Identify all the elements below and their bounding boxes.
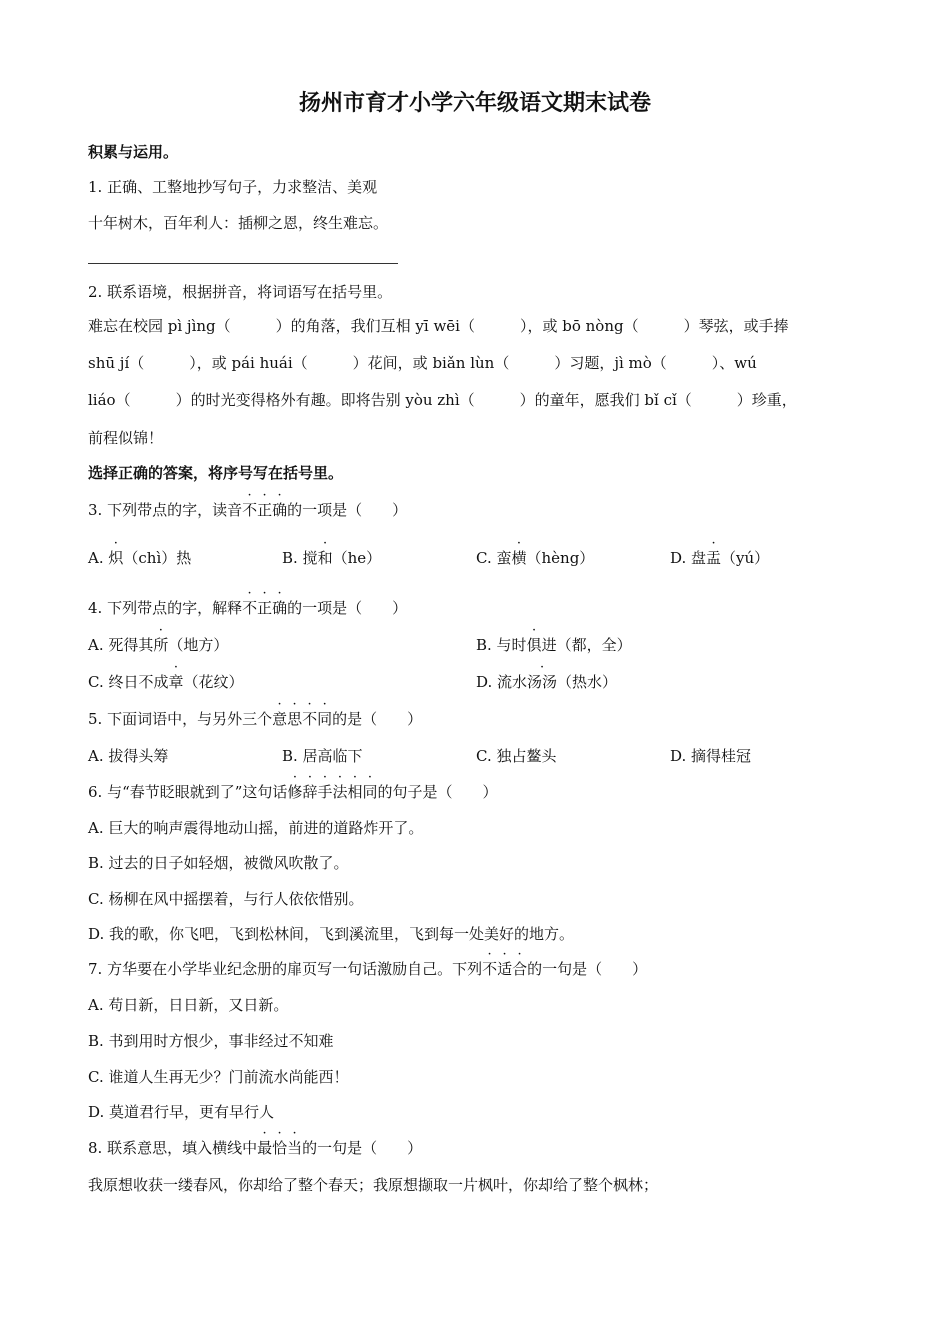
question-5-option-d: D. 摘得桂冠 bbox=[670, 747, 752, 765]
section-heading-accumulation: 积累与运用。 bbox=[88, 143, 179, 161]
question-4-option-b: B. 与时俱进（都，全） bbox=[476, 636, 632, 654]
answer-line bbox=[88, 263, 398, 264]
question-3-option-a: A. 炽（chì）热 bbox=[88, 549, 192, 567]
question-6-option-b: B. 过去的日子如轻烟，被微风吹散了。 bbox=[88, 854, 349, 872]
dotted-char: 所 bbox=[153, 636, 169, 654]
question-7-stem: 7. 方华要在小学毕业纪念册的扉页写一句话激励自己。下列不适合的一句是（ ） bbox=[88, 960, 648, 978]
dotted-char: 不 bbox=[242, 501, 258, 519]
dotted-char: 汤汤 bbox=[527, 673, 558, 691]
dotted-char: 确 bbox=[272, 501, 288, 519]
dotted-char: 章 bbox=[168, 673, 184, 691]
question-5-option-a: A. 拔得头筹 bbox=[88, 747, 169, 765]
dotted-char: 炽 bbox=[108, 549, 124, 567]
question-8-passage: 我原想收获一缕春风，你却给了整个春天；我原想撷取一片枫叶，你却给了整个枫林； bbox=[88, 1176, 659, 1194]
dotted-char: 正 bbox=[257, 599, 273, 617]
dotted-char: 同 bbox=[317, 710, 333, 728]
section-heading-choice: 选择正确的答案，将序号写在括号里。 bbox=[88, 464, 344, 482]
question-7-option-c: C. 谁道人生再无少？门前流水尚能西！ bbox=[88, 1068, 349, 1086]
dotted-char: 法 bbox=[332, 783, 348, 801]
dotted-char: 当 bbox=[287, 1139, 303, 1157]
question-5-option-b: B. 居高临下 bbox=[282, 747, 363, 765]
dotted-char: 不 bbox=[242, 599, 258, 617]
question-6-stem: 6. 与“春节眨眼就到了”这句话修辞手法相同的句子是（ ） bbox=[88, 783, 498, 801]
question-3-option-b: B. 搅和（he） bbox=[282, 549, 382, 567]
dotted-char: 修 bbox=[287, 783, 303, 801]
dotted-char: 盂 bbox=[706, 549, 722, 567]
dotted-char: 辞 bbox=[302, 783, 318, 801]
question-3-option-d: D. 盘盂（yú） bbox=[670, 549, 770, 567]
question-2-passage-line-4: 前程似锦！ bbox=[88, 429, 164, 447]
dotted-char: 手 bbox=[317, 783, 333, 801]
dotted-char: 适 bbox=[497, 960, 513, 978]
dotted-char: 合 bbox=[512, 960, 528, 978]
dotted-char: 横 bbox=[511, 549, 527, 567]
question-2-stem: 2. 联系语境，根据拼音，将词语写在括号里。 bbox=[88, 283, 393, 301]
question-6-option-c: C. 杨柳在风中摇摆着，与行人依依惜别。 bbox=[88, 890, 364, 908]
question-1-stem: 1. 正确、工整地抄写句子，力求整洁、美观 bbox=[88, 178, 378, 196]
dotted-char: 不 bbox=[482, 960, 498, 978]
dotted-char: 不 bbox=[302, 710, 318, 728]
question-4-option-c: C. 终日不成章（花纹） bbox=[88, 673, 244, 691]
question-2-passage-line-3: liáo（ ）的时光变得格外有趣。即将告别 yòu zhì（ ）的童年，愿我们 bǐ cǐ（ ）珍重， bbox=[88, 391, 797, 409]
question-6-option-d: D. 我的歌，你飞吧，飞到松林间，飞到溪流里，飞到每一处美好的地方。 bbox=[88, 925, 575, 943]
question-7-option-b: B. 书到用时方恨少，事非经过不知难 bbox=[88, 1032, 334, 1050]
question-4-stem: 4. 下列带点的字，解释不正确的一项是（ ） bbox=[88, 599, 408, 617]
question-7-option-a: A. 苟日新，日日新，又日新。 bbox=[88, 996, 289, 1014]
question-1-sentence: 十年树木，百年利人：插柳之恩，终生难忘。 bbox=[88, 214, 389, 232]
dotted-char: 同 bbox=[362, 783, 378, 801]
dotted-char: 和 bbox=[317, 549, 333, 567]
question-4-option-a: A. 死得其所（地方） bbox=[88, 636, 229, 654]
dotted-char: 正 bbox=[257, 501, 273, 519]
question-2-passage-line-2: shū jí（ ），或 pái huái（ ）花间，或 biǎn lùn（ ）习题，jì mò（ ）、wú bbox=[88, 354, 757, 372]
dotted-char: 恰 bbox=[272, 1139, 288, 1157]
question-5-stem: 5. 下面词语中，与另外三个意思不同的是（ ） bbox=[88, 710, 423, 728]
question-3-option-c: C. 蛮横（hèng） bbox=[476, 549, 595, 567]
dotted-char: 意 bbox=[272, 710, 288, 728]
dotted-char: 思 bbox=[287, 710, 303, 728]
question-6-option-a: A. 巨大的响声震得地动山摇，前进的道路炸开了。 bbox=[88, 819, 424, 837]
dotted-char: 俱 bbox=[526, 636, 542, 654]
question-3-stem: 3. 下列带点的字，读音不正确的一项是（ ） bbox=[88, 501, 408, 519]
dotted-char: 确 bbox=[272, 599, 288, 617]
page-title: 扬州市育才小学六年级语文期末试卷 bbox=[298, 91, 651, 116]
question-7-option-d: D. 莫道君行早，更有早行人 bbox=[88, 1103, 275, 1121]
question-4-option-d: D. 流水汤汤（热水） bbox=[476, 673, 618, 691]
question-5-option-c: C. 独占鳌头 bbox=[476, 747, 557, 765]
dotted-char: 最 bbox=[257, 1139, 273, 1157]
question-2-passage-line-1: 难忘在校园 pì jìng（ ）的角落，我们互相 yī wēi（ ），或 bō nòng（ ）琴弦，或手捧 bbox=[88, 317, 789, 335]
dotted-char: 相 bbox=[347, 783, 363, 801]
question-8-stem: 8. 联系意思，填入横线中最恰当的一句是（ ） bbox=[88, 1139, 423, 1157]
